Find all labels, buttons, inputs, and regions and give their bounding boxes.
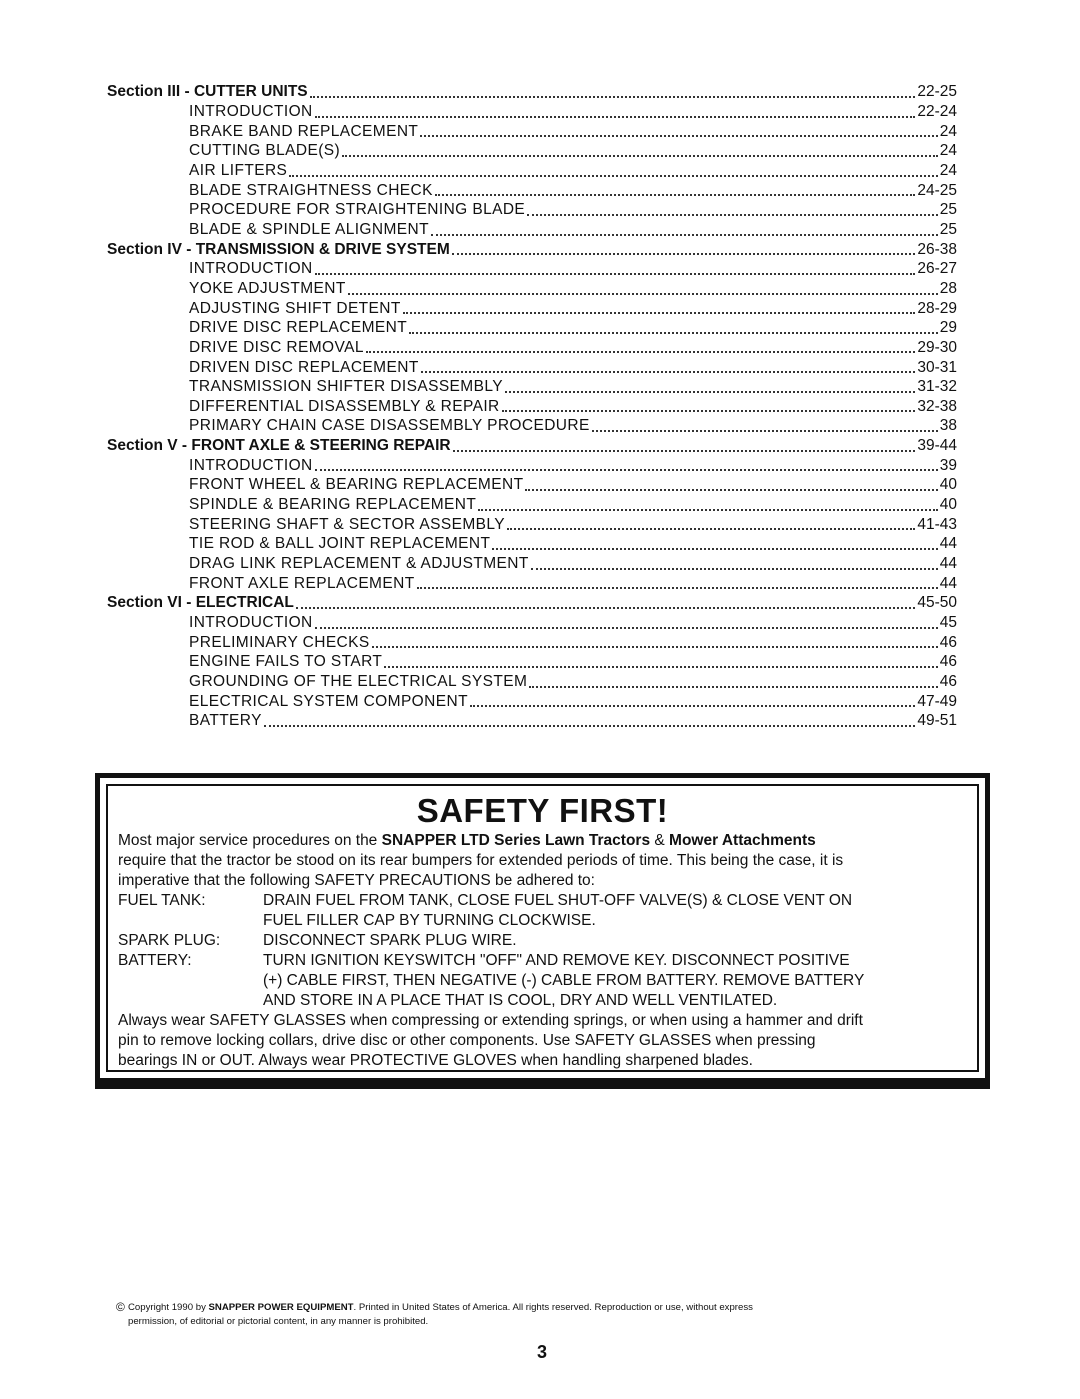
toc-entry-title: INTRODUCTION — [189, 103, 313, 121]
safety-title: SAFETY FIRST! — [416, 792, 669, 829]
toc-entry-title: DIFFERENTIAL DISASSEMBLY & REPAIR — [189, 397, 500, 415]
toc-item-row — [189, 573, 957, 593]
dot-leader — [507, 528, 915, 530]
toc-page-number: 41-43 — [917, 515, 957, 533]
precaution-text: DRAIN FUEL FROM TANK, CLOSE FUEL SHUT-OFF VALVE(S) & CLOSE VENT ON — [263, 892, 853, 909]
dot-leader — [264, 725, 915, 727]
toc-item-row — [189, 455, 957, 475]
footer-copyright-text: Copyright 1990 by — [128, 1302, 209, 1313]
dot-leader — [366, 351, 915, 353]
toc-section-row — [107, 82, 957, 102]
toc-section-label: Section IV - — [107, 240, 196, 258]
toc-page-number: 24-25 — [917, 181, 957, 199]
toc-entry-title: ELECTRICAL SYSTEM COMPONENT — [189, 692, 468, 710]
precaution-text: TURN IGNITION KEYSWITCH "OFF" AND REMOVE KEY. DISCONNECT POSITIVE — [263, 952, 850, 969]
toc-item-row — [189, 691, 957, 711]
toc-item-row — [189, 652, 957, 672]
safety-box-shadow-bar — [95, 1083, 990, 1089]
toc-item-row — [189, 514, 957, 534]
toc-section-row — [107, 593, 957, 613]
toc-entry-title: INTRODUCTION — [189, 613, 313, 631]
toc-item-row — [189, 613, 957, 633]
toc-section-label: Section V - — [107, 437, 192, 455]
dot-leader — [505, 391, 915, 393]
dot-leader — [431, 234, 938, 236]
dot-leader — [502, 410, 916, 412]
dot-leader — [592, 430, 938, 432]
toc-item-row — [189, 632, 957, 652]
toc-entry-title: DRIVE DISC REPLACEMENT — [189, 319, 408, 337]
toc-page-number: 40 — [939, 476, 957, 494]
toc-item-row — [189, 377, 957, 397]
toc-entry-title: FRONT AXLE REPLACEMENT — [189, 574, 415, 592]
dot-leader — [452, 253, 916, 255]
dot-leader — [342, 155, 938, 157]
toc-item-row — [189, 259, 957, 279]
toc-page-number: 30-31 — [917, 358, 957, 376]
precaution-label: FUEL TANK: — [118, 892, 206, 909]
dot-leader — [403, 312, 916, 314]
toc-page-number: 24 — [939, 162, 957, 179]
dot-leader — [421, 371, 916, 373]
precaution-label: BATTERY: — [118, 952, 192, 969]
dot-leader — [527, 214, 938, 216]
toc-item-row — [189, 357, 957, 377]
copyright-icon: © — [116, 1300, 125, 1314]
precaution-label: SPARK PLUG: — [118, 932, 221, 949]
toc-page-number: 46 — [939, 672, 957, 690]
toc-entry-title — [107, 82, 308, 102]
toc-item-row — [189, 475, 957, 495]
toc-page-number: 44 — [939, 555, 957, 572]
toc-page-number: 29-30 — [917, 338, 957, 356]
toc-entry-title: AIR LIFTERS — [189, 162, 288, 179]
toc-section-name: ELECTRICAL — [195, 594, 294, 612]
dot-leader — [420, 135, 937, 137]
toc-entry-title: SPINDLE & BEARING REPLACEMENT — [189, 496, 477, 514]
dot-leader — [531, 568, 938, 570]
precaution-text: DISCONNECT SPARK PLUG WIRE. — [263, 932, 517, 949]
dot-leader — [470, 705, 915, 707]
toc-page-number: 39-44 — [917, 437, 957, 455]
safety-intro-line-1 — [118, 831, 978, 852]
toc-item-row — [189, 180, 957, 200]
toc-item-row — [189, 416, 957, 436]
toc-section-row — [107, 436, 957, 456]
intro-product: SNAPPER LTD Series Lawn Tractors — [381, 832, 651, 849]
toc-item-row — [189, 220, 957, 240]
toc-item-row — [189, 672, 957, 692]
toc-entry-title: DRIVEN DISC REPLACEMENT — [189, 358, 419, 376]
toc-page-number: 22-25 — [917, 83, 957, 101]
dot-leader — [492, 548, 937, 550]
dot-leader — [435, 194, 915, 196]
safety-closing-line-1: Always wear SAFETY GLASSES when compressing or extending springs, or when using a hammer and drift — [118, 1012, 863, 1029]
toc-item-row — [189, 298, 957, 318]
dot-leader — [315, 469, 938, 471]
toc-entry-title: BLADE STRAIGHTNESS CHECK — [189, 181, 433, 199]
toc-entry-title — [107, 436, 451, 456]
precaution-text: (+) CABLE FIRST, THEN NEGATIVE (-) CABLE FROM BATTERY. REMOVE BATTERY — [263, 972, 865, 989]
toc-page-number: 29 — [939, 319, 957, 337]
dot-leader — [417, 587, 938, 589]
toc-page-number: 25 — [939, 220, 957, 238]
footer-company: SNAPPER POWER EQUIPMENT — [208, 1302, 354, 1313]
toc-entry-title: BATTERY — [189, 712, 262, 730]
toc-page-number: 47-49 — [917, 692, 957, 710]
toc-section-row — [107, 239, 957, 259]
toc-item-row — [189, 534, 957, 554]
footer-line-1 — [128, 1301, 978, 1315]
toc-section-label: Section VI - — [107, 594, 196, 612]
toc-entry-title: TRANSMISSION SHIFTER DISASSEMBLY — [189, 378, 503, 396]
toc-entry-title — [107, 240, 450, 260]
toc-item-row — [189, 337, 957, 357]
copyright-footer — [116, 1300, 978, 1329]
dot-leader — [310, 96, 916, 98]
toc-item-row — [189, 711, 957, 731]
intro-text: Most major service procedures on the — [118, 832, 382, 849]
toc-section-name: FRONT AXLE & STEERING REPAIR — [191, 437, 451, 455]
toc-entry-title: ADJUSTING SHIFT DETENT — [189, 299, 401, 317]
toc-page-number: 38 — [939, 417, 957, 435]
toc-entry-title: TIE ROD & BALL JOINT REPLACEMENT — [189, 535, 491, 553]
toc-entry-title: CUTTING BLADE(S) — [189, 142, 341, 160]
dot-leader — [409, 332, 938, 334]
safety-intro-line-3: imperative that the following SAFETY PRECAUTIONS be adhered to: — [118, 872, 595, 889]
toc-page-number: 32-38 — [917, 397, 957, 415]
intro-attachments: Mower Attachments — [669, 832, 816, 849]
toc-page-number: 28-29 — [917, 299, 957, 317]
toc-item-row — [189, 141, 957, 161]
dot-leader — [296, 607, 915, 609]
intro-amp: & — [650, 832, 670, 849]
toc-page-number: 22-24 — [917, 103, 957, 121]
footer-rights-text: . Printed in United States of America. All rights reserved. Reproduction or use, without express — [353, 1302, 753, 1313]
toc-entry-title: YOKE ADJUSTMENT — [189, 279, 346, 297]
toc-entry-title: ENGINE FAILS TO START — [189, 653, 383, 671]
toc-page-number: 28 — [939, 279, 957, 297]
dot-leader — [315, 627, 938, 629]
toc-page-number: 26-27 — [917, 260, 957, 278]
toc-item-row — [189, 554, 957, 574]
toc-item-row — [189, 495, 957, 515]
toc-section-label: Section III - — [107, 83, 194, 101]
toc-entry-title: PROCEDURE FOR STRAIGHTENING BLADE — [189, 201, 526, 219]
dot-leader — [289, 175, 937, 177]
toc-entry-title: PRELIMINARY CHECKS — [189, 633, 370, 651]
precaution-text: AND STORE IN A PLACE THAT IS COOL, DRY AND WELL VENTILATED. — [263, 992, 778, 1009]
toc-section-name: CUTTER UNITS — [193, 83, 308, 101]
dot-leader — [384, 666, 937, 668]
dot-leader — [348, 293, 938, 295]
toc-entry-title: STEERING SHAFT & SECTOR ASSEMBLY — [189, 515, 505, 533]
toc-item-row — [189, 161, 957, 181]
toc-item-row — [189, 396, 957, 416]
toc-entry-title: INTRODUCTION — [189, 456, 313, 474]
toc-item-row — [189, 121, 957, 141]
toc-page-number: 25 — [939, 201, 957, 219]
safety-closing-line-3: bearings IN or OUT. Always wear PROTECTIVE GLOVES when handling sharpened blades. — [118, 1052, 753, 1069]
page-number: 3 — [537, 1342, 548, 1362]
toc-entry-title: GROUNDING OF THE ELECTRICAL SYSTEM — [189, 672, 528, 690]
toc-page-number: 46 — [939, 633, 957, 651]
toc-item-row — [189, 279, 957, 299]
toc-page-number: 31-32 — [917, 378, 957, 396]
toc-page-number: 45-50 — [917, 594, 957, 612]
toc-page-number: 24 — [939, 122, 957, 140]
safety-intro-line-2: require that the tractor be stood on its rear bumpers for extended periods of time. This being the case, it is — [118, 852, 844, 869]
dot-leader — [529, 686, 937, 688]
toc-page-number: 45 — [939, 613, 957, 631]
toc-page-number: 40 — [939, 496, 957, 514]
toc-section-name: TRANSMISSION & DRIVE SYSTEM — [195, 240, 450, 258]
dot-leader — [478, 509, 938, 511]
toc-item-row — [189, 102, 957, 122]
toc-page-number: 24 — [939, 142, 957, 160]
precaution-text: FUEL FILLER CAP BY TURNING CLOCKWISE. — [263, 912, 596, 929]
toc-entry-title: FRONT WHEEL & BEARING REPLACEMENT — [189, 476, 524, 494]
toc-item-row — [189, 318, 957, 338]
toc-entry-title: PRIMARY CHAIN CASE DISASSEMBLY PROCEDURE — [189, 417, 590, 435]
safety-first-box — [95, 773, 990, 1083]
toc-entry-title: INTRODUCTION — [189, 260, 313, 278]
toc-page-number: 46 — [939, 653, 957, 671]
toc-page-number: 44 — [939, 535, 957, 553]
toc-page-number: 39 — [939, 456, 957, 474]
dot-leader — [372, 646, 938, 648]
toc-entry-title: DRIVE DISC REMOVAL — [189, 338, 364, 356]
toc-entry-title — [107, 593, 294, 613]
dot-leader — [315, 273, 916, 275]
toc-entry-title: BRAKE BAND REPLACEMENT — [189, 122, 419, 140]
safety-closing-line-2: pin to remove locking collars, drive disc or other components. Use SAFETY GLASSES when pressing — [118, 1032, 816, 1049]
dot-leader — [525, 489, 937, 491]
dot-leader — [453, 450, 916, 452]
dot-leader — [315, 116, 916, 118]
toc-entry-title: DRAG LINK REPLACEMENT & ADJUSTMENT — [189, 555, 529, 572]
toc-entry-title: BLADE & SPINDLE ALIGNMENT — [189, 220, 429, 238]
toc-page-number: 44 — [939, 574, 957, 592]
toc-item-row — [189, 200, 957, 220]
footer-line-2: permission, of editorial or pictorial content, in any manner is prohibited. — [128, 1316, 429, 1327]
toc-page-number: 49-51 — [917, 712, 957, 730]
toc-page-number: 26-38 — [917, 240, 957, 258]
